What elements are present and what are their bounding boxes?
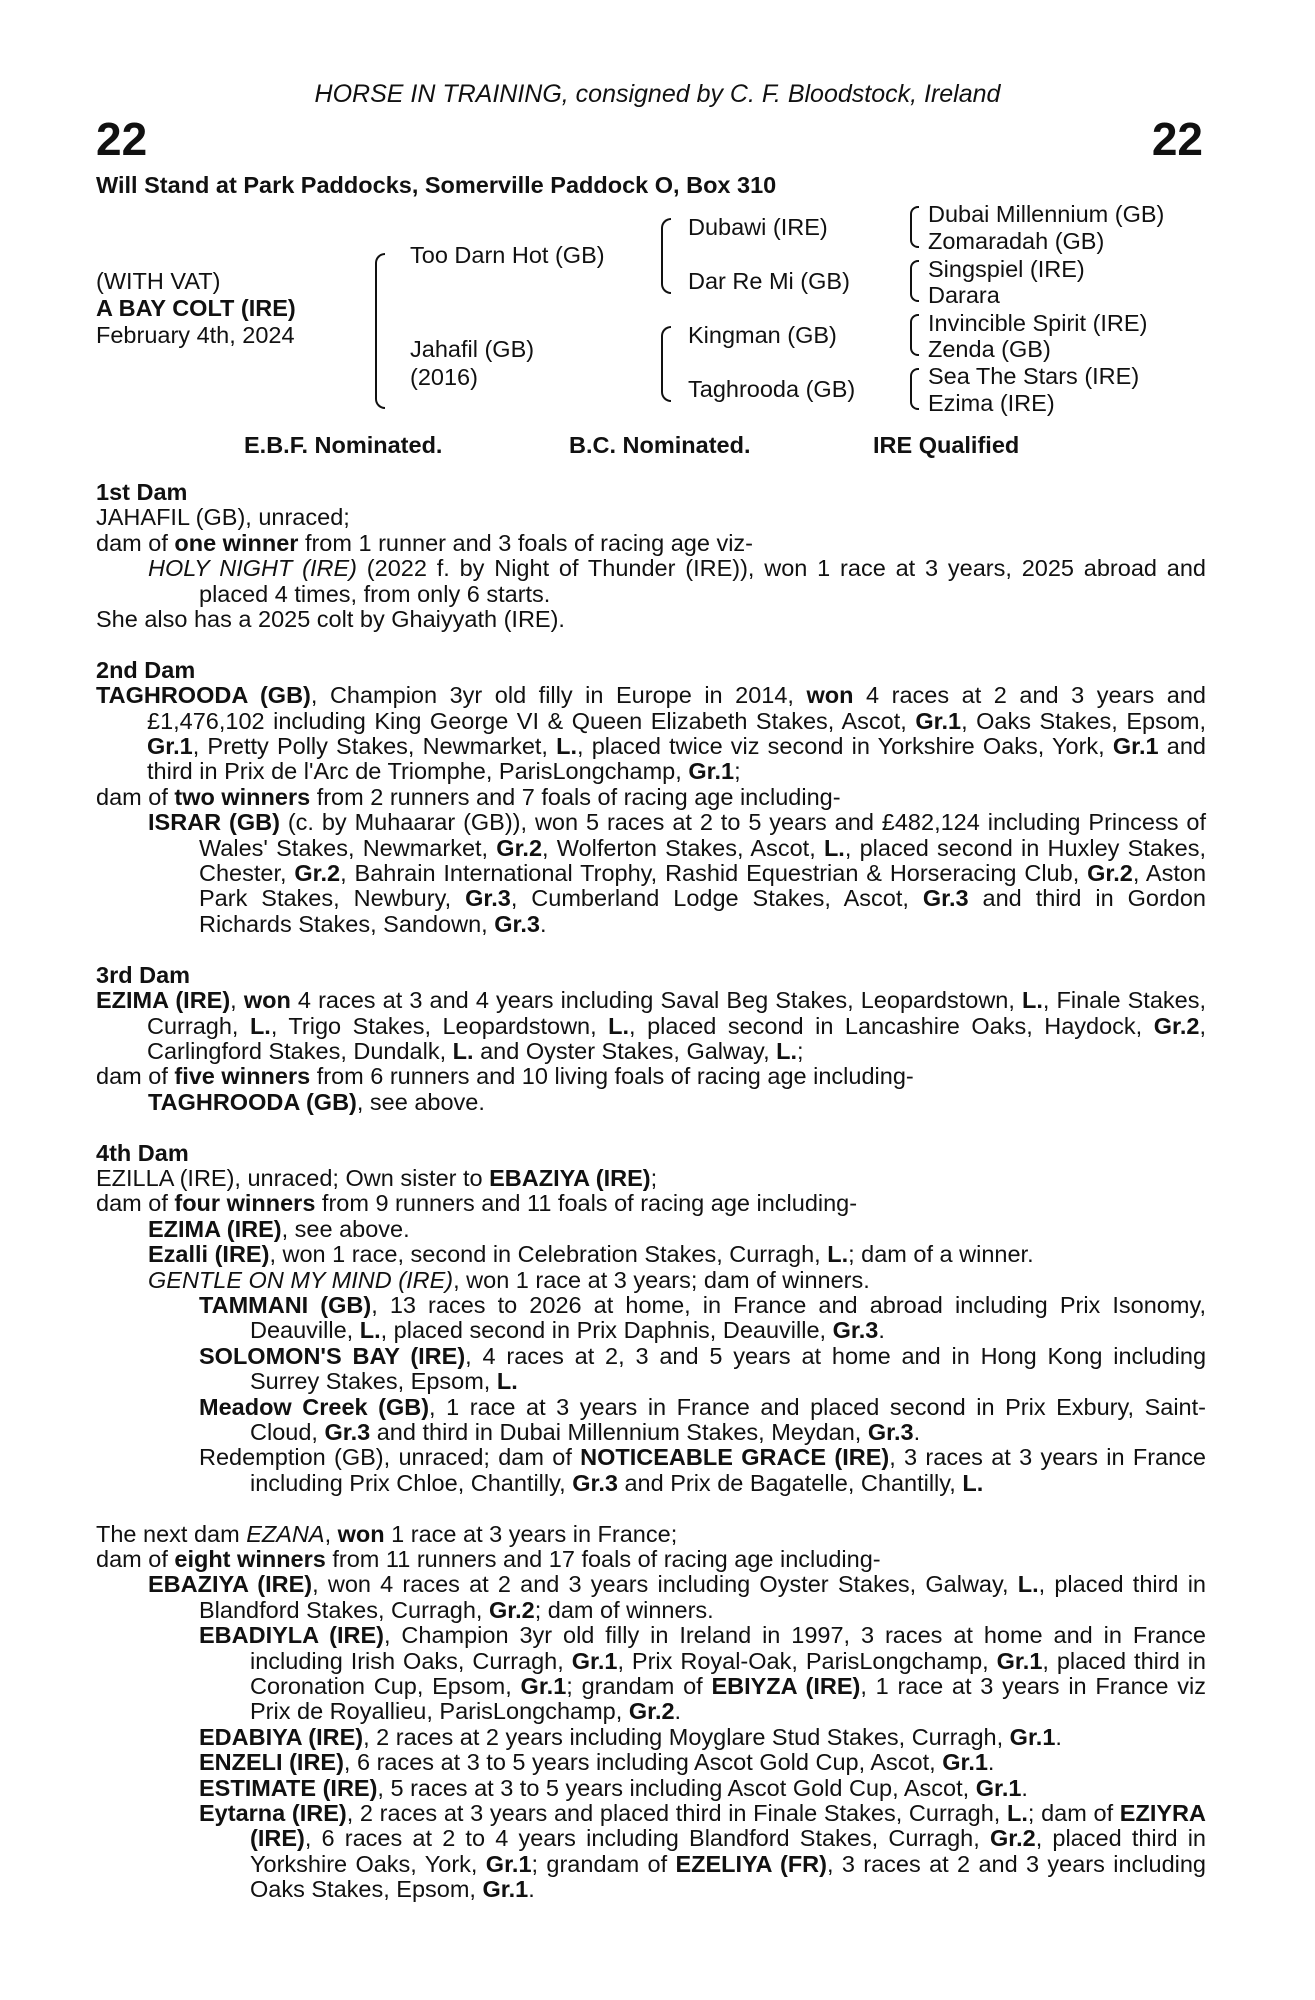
ggs-4: Sea The Stars (IRE): [928, 363, 1140, 389]
ggd-2: Darara: [928, 282, 1000, 308]
progeny-entry: Eytarna (IRE), 2 races at 3 years and placed third in Finale Stakes, Curragh, L.; dam of EZIYRA (IRE), 6 races at 2 to 4 years including Blandford Stakes, Curragh, Gr.2, placed third in Yorkshire Oaks, York, Gr.1; grandam of EZELIYA (FR), 3 races at 2 and 3 years including Oaks Stakes, Epsom, Gr.1.: [199, 1800, 1206, 1903]
first-dam-note: She also has a 2025 colt by Ghaiyyath (IRE).: [96, 606, 565, 633]
ggd-3: Zenda (GB): [928, 336, 1051, 362]
pedigree-notes: [96, 480, 1206, 1903]
progeny-entry: EZIMA (IRE), see above.: [148, 1215, 410, 1242]
lot-number-right: 22: [1151, 113, 1203, 165]
ggd-1: Zomaradah (GB): [928, 228, 1105, 254]
dam-dam: Taghrooda (GB): [688, 376, 856, 402]
catalogue-header: HORSE IN TRAINING, consigned by C. F. Bloodstock, Ireland: [314, 80, 1001, 108]
ebf-nomination: E.B.F. Nominated.: [244, 432, 443, 458]
brace-g2: [910, 260, 919, 302]
progeny-entry: Meadow Creek (GB), 1 race at 3 years in France and placed second in Prix Exbury, Saint-Cloud, Gr.3 and third in Dubai Millennium Stakes, Meydan, Gr.3.: [199, 1393, 1206, 1445]
ggd-4: Ezima (IRE): [928, 390, 1055, 416]
dam-line-brace: [661, 326, 671, 402]
third-dam-record: dam of five winners from 6 runners and 10 living foals of racing age including-: [96, 1063, 914, 1090]
progeny-entry: SOLOMON'S BAY (IRE), 4 races at 2, 3 and 5 years at home and in Hong Kong including Surrey Stakes, Epsom, L.: [199, 1342, 1207, 1395]
progeny-entry: ESTIMATE (IRE), 5 races at 3 to 5 years including Ascot Gold Cup, Ascot, Gr.1.: [199, 1774, 1028, 1801]
second-dam-record: dam of two winners from 2 runners and 7 foals of racing age including-: [96, 783, 841, 810]
next-dam-record: dam of eight winners from 11 runners and 17 foals of racing age including-: [96, 1546, 881, 1572]
dam: Jahafil (GB): [410, 336, 535, 362]
second-dam-line: TAGHROODA (GB), Champion 3yr old filly in Europe in 2014, won 4 races at 2 and 3 years and £1,476,102 including King George VI & Queen Elizabeth Stakes, Ascot, Gr.1, Oaks Stakes, Epsom, Gr.1, Pretty Polly Stakes, Newmarket, L., placed twice viz second in Yorkshire Oaks, York, Gr.1 and third in Prix de l'Arc de Triomphe, ParisLongchamp, Gr.1;: [96, 682, 1206, 785]
first-dam-line: JAHAFIL (GB), unraced;: [96, 504, 350, 531]
progeny-entry: TAGHROODA (GB), see above.: [148, 1088, 485, 1115]
fourth-dam-record: dam of four winners from 9 runners and 11 foals of racing age including-: [96, 1190, 858, 1217]
brace-g3: [910, 314, 919, 356]
fourth-dam-line: EZILLA (IRE), unraced; Own sister to EBAZIYA (IRE);: [96, 1164, 658, 1191]
brace-g1: [910, 206, 919, 248]
progeny-entry: EBAZIYA (IRE), won 4 races at 2 and 3 years including Oyster Stakes, Galway, L., placed third in Blandford Stakes, Curragh, Gr.2; dam of winners.: [148, 1571, 1206, 1623]
sire-line-brace: [661, 218, 671, 294]
bc-nomination: B.C. Nominated.: [569, 432, 751, 458]
dam-sire: Kingman (GB): [688, 322, 837, 348]
third-dam-line: EZIMA (IRE), won 4 races at 3 and 4 years including Saval Beg Stakes, Leopardstown, L., Finale Stakes, Curragh, L., Trigo Stakes, Leopardstown, L., placed second in Lancashire Oaks, Haydock, Gr.2, Carlingford Stakes, Dundalk, L. and Oyster Stakes, Galway, L.;: [96, 987, 1207, 1064]
ire-qualified: IRE Qualified: [873, 432, 1020, 458]
progeny-entry: GENTLE ON MY MIND (IRE), won 1 race at 3 years; dam of winners.: [148, 1266, 870, 1293]
ggs-2: Singspiel (IRE): [928, 256, 1085, 282]
progeny-entry: HOLY NIGHT (IRE) (2022 f. by Night of Thunder (IRE)), won 1 race at 3 years, 2025 abroad and placed 4 times, from only 6 starts.: [148, 555, 1206, 607]
progeny-entry: TAMMANI (GB), 13 races to 2026 at home, in France and abroad including Prix Isonomy, Deauville, L., placed second in Prix Daphnis, Deauville, Gr.3.: [199, 1291, 1206, 1344]
ggs-3: Invincible Spirit (IRE): [928, 310, 1148, 336]
first-dam-record: dam of one winner from 1 runner and 3 foals of racing age viz-: [96, 529, 753, 556]
lot-number-left: 22: [96, 113, 148, 165]
ggs-1: Dubai Millennium (GB): [928, 201, 1165, 227]
progeny-entry: EDABIYA (IRE), 2 races at 2 years including Moyglare Stud Stakes, Curragh, Gr.1.: [199, 1723, 1062, 1750]
dam-year: (2016): [410, 364, 478, 390]
sire: Too Darn Hot (GB): [410, 242, 605, 268]
vat-note: (WITH VAT): [96, 268, 221, 294]
third-dam-heading: 3rd Dam: [96, 961, 191, 988]
progeny-entry: Ezalli (IRE), won 1 race, second in Celebration Stakes, Curragh, L.; dam of a winner.: [148, 1241, 1034, 1268]
horse-name: A BAY COLT (IRE): [96, 295, 296, 321]
sire-dam-brace: [375, 253, 385, 409]
progeny-entry: EBADIYLA (IRE), Champion 3yr old filly in Ireland in 1997, 3 races at home and in France including Irish Oaks, Curragh, Gr.1, Prix Royal-Oak, ParisLongchamp, Gr.1, placed third in Coronation Cup, Epsom, Gr.1; grandam of EBIYZA (IRE), 1 race at 3 years in France viz Prix de Royallieu, ParisLongchamp, Gr.2.: [199, 1622, 1206, 1725]
foaling-date: February 4th, 2024: [96, 322, 295, 348]
next-dam-line: The next dam EZANA, won 1 race at 3 years in France;: [96, 1520, 678, 1547]
fourth-dam-heading: 4th Dam: [96, 1139, 189, 1166]
brace-g4: [910, 368, 919, 410]
progeny-entry: ENZELI (IRE), 6 races at 3 to 5 years including Ascot Gold Cup, Ascot, Gr.1.: [199, 1749, 995, 1776]
stand-location: Will Stand at Park Paddocks, Somerville Paddock O, Box 310: [96, 172, 777, 198]
second-dam-heading: 2nd Dam: [96, 656, 196, 683]
first-dam-heading: 1st Dam: [96, 479, 188, 505]
progeny-entry: ISRAR (GB) (c. by Muhaarar (GB)), won 5 races at 2 to 5 years and £482,124 including Princess of Wales' Stakes, Newmarket, Gr.2, Wolferton Stakes, Ascot, L., placed second in Huxley Stakes, Chester, Gr.2, Bahrain International Trophy, Rashid Equestrian & Horseracing Club, Gr.2, Aston Park Stakes, Newbury, Gr.3, Cumberland Lodge Stakes, Ascot, Gr.3 and third in Gordon Richards Stakes, Sandown, Gr.3.: [148, 809, 1207, 937]
progeny-entry: Redemption (GB), unraced; dam of NOTICEABLE GRACE (IRE), 3 races at 3 years in France including Prix Chloe, Chantilly, Gr.3 and Prix de Bagatelle, Chantilly, L.: [199, 1444, 1206, 1496]
sire-sire: Dubawi (IRE): [688, 214, 828, 240]
sire-dam: Dar Re Mi (GB): [688, 268, 850, 294]
